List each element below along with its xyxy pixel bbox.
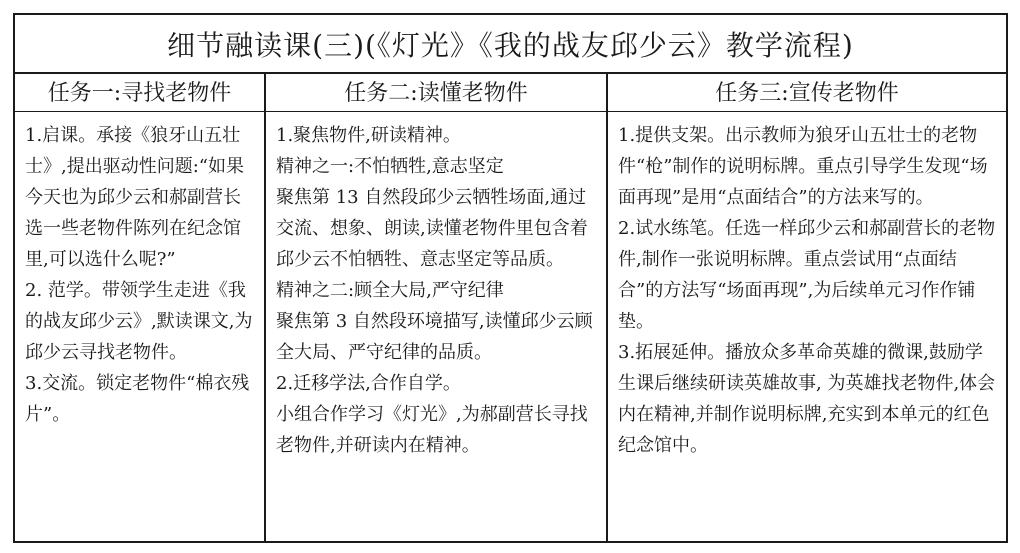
column-task-3 bbox=[608, 72, 1006, 541]
paragraph: 1.启课。承接《狼牙山五壮士》,提出驱动性问题:“如果今天也为邱少云和郝副营长选一些老物件陈列在纪念馆里,可以选什么呢?” bbox=[25, 125, 244, 270]
paragraph: 3.拓展延伸。播放众多革命英雄的微课,鼓励学生课后继续研读英雄故事, 为英雄找老物件,体会内在精神,并制作说明标牌,充实到本单元的红色纪念馆中。 bbox=[618, 342, 996, 456]
paragraph: 1.聚焦物件,研读精神。 bbox=[276, 125, 461, 146]
lesson-table bbox=[13, 13, 1008, 543]
column-header: 任务二:读懂老物件 bbox=[266, 72, 606, 112]
column-header: 任务三:宣传老物件 bbox=[608, 72, 1006, 112]
column-body bbox=[15, 112, 264, 430]
paragraph: 精神之一:不怕牺牲,意志坚定 bbox=[276, 156, 504, 177]
column-body bbox=[266, 112, 606, 461]
paragraph: 聚焦第 13 自然段邱少云牺牲场面,通过交流、想象、朗读,读懂老物件里包含着邱少云不怕牺牲、意志坚定等品质。 bbox=[276, 187, 588, 270]
paragraph: 聚焦第 3 自然段环境描写,读懂邱少云顾全大局、严守纪律的品质。 bbox=[276, 311, 593, 363]
column-header: 任务一:寻找老物件 bbox=[15, 72, 264, 112]
paragraph: 小组合作学习《灯光》,为郝副营长寻找老物件,并研读内在精神。 bbox=[276, 404, 588, 456]
column-task-1 bbox=[15, 72, 266, 541]
paragraph: 3.交流。锁定老物件“棉衣残片”。 bbox=[25, 373, 250, 425]
column-body bbox=[608, 112, 1006, 461]
paragraph: 2.试水练笔。任选一样邱少云和郝副营长的老物件,制作一张说明标牌。重点尝试用“点面结合”的方法写“场面再现”,为后续单元习作作铺垫。 bbox=[618, 218, 996, 332]
paragraph: 1.提供支架。出示教师为狼牙山五壮士的老物件“枪”制作的说明标牌。重点引导学生发现“场面再现”是用“点面结合”的方法来写的。 bbox=[618, 125, 988, 208]
table-title: 细节融读课(三)(《灯光》《我的战友邱少云》教学流程) bbox=[15, 15, 1006, 74]
paragraph: 2.迁移学法,合作自学。 bbox=[276, 373, 461, 394]
paragraph: 2. 范学。带领学生走进《我的战友邱少云》,默读课文,为邱少云寻找老物件。 bbox=[25, 280, 253, 363]
paragraph: 精神之二:顾全大局,严守纪律 bbox=[276, 280, 504, 301]
column-task-2 bbox=[266, 72, 608, 541]
